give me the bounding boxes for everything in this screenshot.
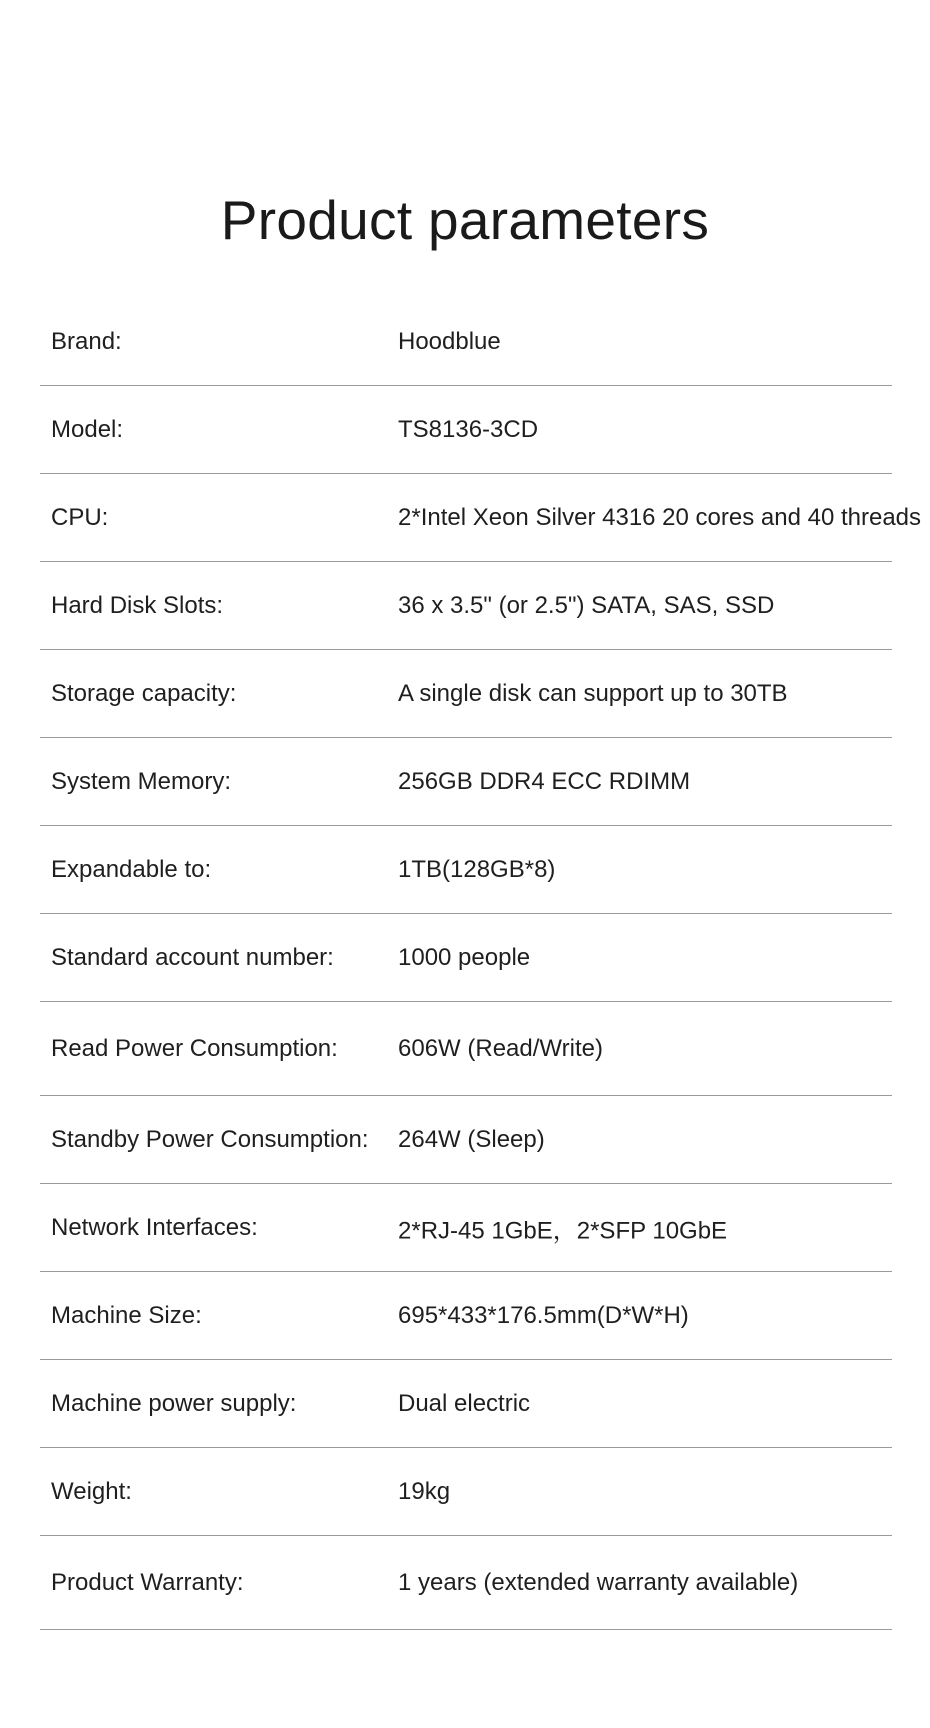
spec-label: Storage capacity: xyxy=(51,679,237,707)
spec-value: 1TB(128GB*8) xyxy=(398,855,556,883)
spec-label: Brand: xyxy=(51,327,122,355)
spec-label: Weight: xyxy=(51,1477,132,1505)
spec-row-machine-power-supply xyxy=(40,1360,892,1448)
page-title: Product parameters xyxy=(220,188,710,251)
spec-label: Standard account number: xyxy=(51,943,334,971)
spec-row-standby-power-consumption xyxy=(40,1096,892,1184)
spec-label: Expandable to: xyxy=(51,855,212,883)
spec-row-read-power-consumption xyxy=(40,1002,892,1096)
spec-row-hard-disk-slots xyxy=(40,562,892,650)
spec-label: Hard Disk Slots: xyxy=(51,591,224,619)
spec-label: System Memory: xyxy=(51,767,232,795)
spec-row-weight xyxy=(40,1448,892,1536)
spec-value: 1 years (extended warranty available) xyxy=(398,1568,799,1596)
spec-value: 1000 people xyxy=(398,943,531,971)
spec-value: 264W (Sleep) xyxy=(398,1125,545,1153)
spec-value: 256GB DDR4 ECC RDIMM xyxy=(398,767,691,795)
spec-row-machine-size xyxy=(40,1272,892,1360)
spec-label: Product Warranty: xyxy=(51,1568,244,1596)
spec-row-model xyxy=(40,386,892,474)
spec-value: 606W (Read/Write) xyxy=(398,1034,603,1062)
spec-row-system-memory xyxy=(40,738,892,826)
spec-value: Hoodblue xyxy=(398,327,501,355)
spec-value: 2*Intel Xeon Silver 4316 20 cores and 40 threads xyxy=(398,503,922,531)
spec-row-standard-account-number xyxy=(40,914,892,1002)
spec-value: A single disk can support up to 30TB xyxy=(398,679,788,707)
spec-label: Machine Size: xyxy=(51,1301,202,1329)
spec-label: Machine power supply: xyxy=(51,1389,297,1417)
spec-row-storage-capacity xyxy=(40,650,892,738)
spec-label: Model: xyxy=(51,415,124,443)
spec-row-cpu xyxy=(40,474,922,562)
spec-label: Network Interfaces: xyxy=(51,1213,258,1241)
spec-label: Standby Power Consumption: xyxy=(51,1125,369,1153)
spec-value: 36 x 3.5" (or 2.5") SATA, SAS, SSD xyxy=(398,591,775,619)
spec-label: CPU: xyxy=(51,503,109,531)
spec-row-product-warranty xyxy=(40,1536,892,1630)
spec-row-expandable-to xyxy=(40,826,892,914)
spec-value: TS8136-3CD xyxy=(398,415,539,443)
spec-value: 19kg xyxy=(398,1477,451,1505)
spec-label: Read Power Consumption: xyxy=(51,1034,338,1062)
spec-value: Dual electric xyxy=(398,1389,531,1417)
spec-value: 695*433*176.5mm(D*W*H) xyxy=(398,1301,689,1329)
spec-row-brand xyxy=(40,298,892,386)
spec-table xyxy=(40,298,922,1630)
spec-row-network-interfaces xyxy=(40,1184,892,1272)
spec-value: 2*RJ-45 1GbE，2*SFP 10GbE xyxy=(398,1217,728,1244)
